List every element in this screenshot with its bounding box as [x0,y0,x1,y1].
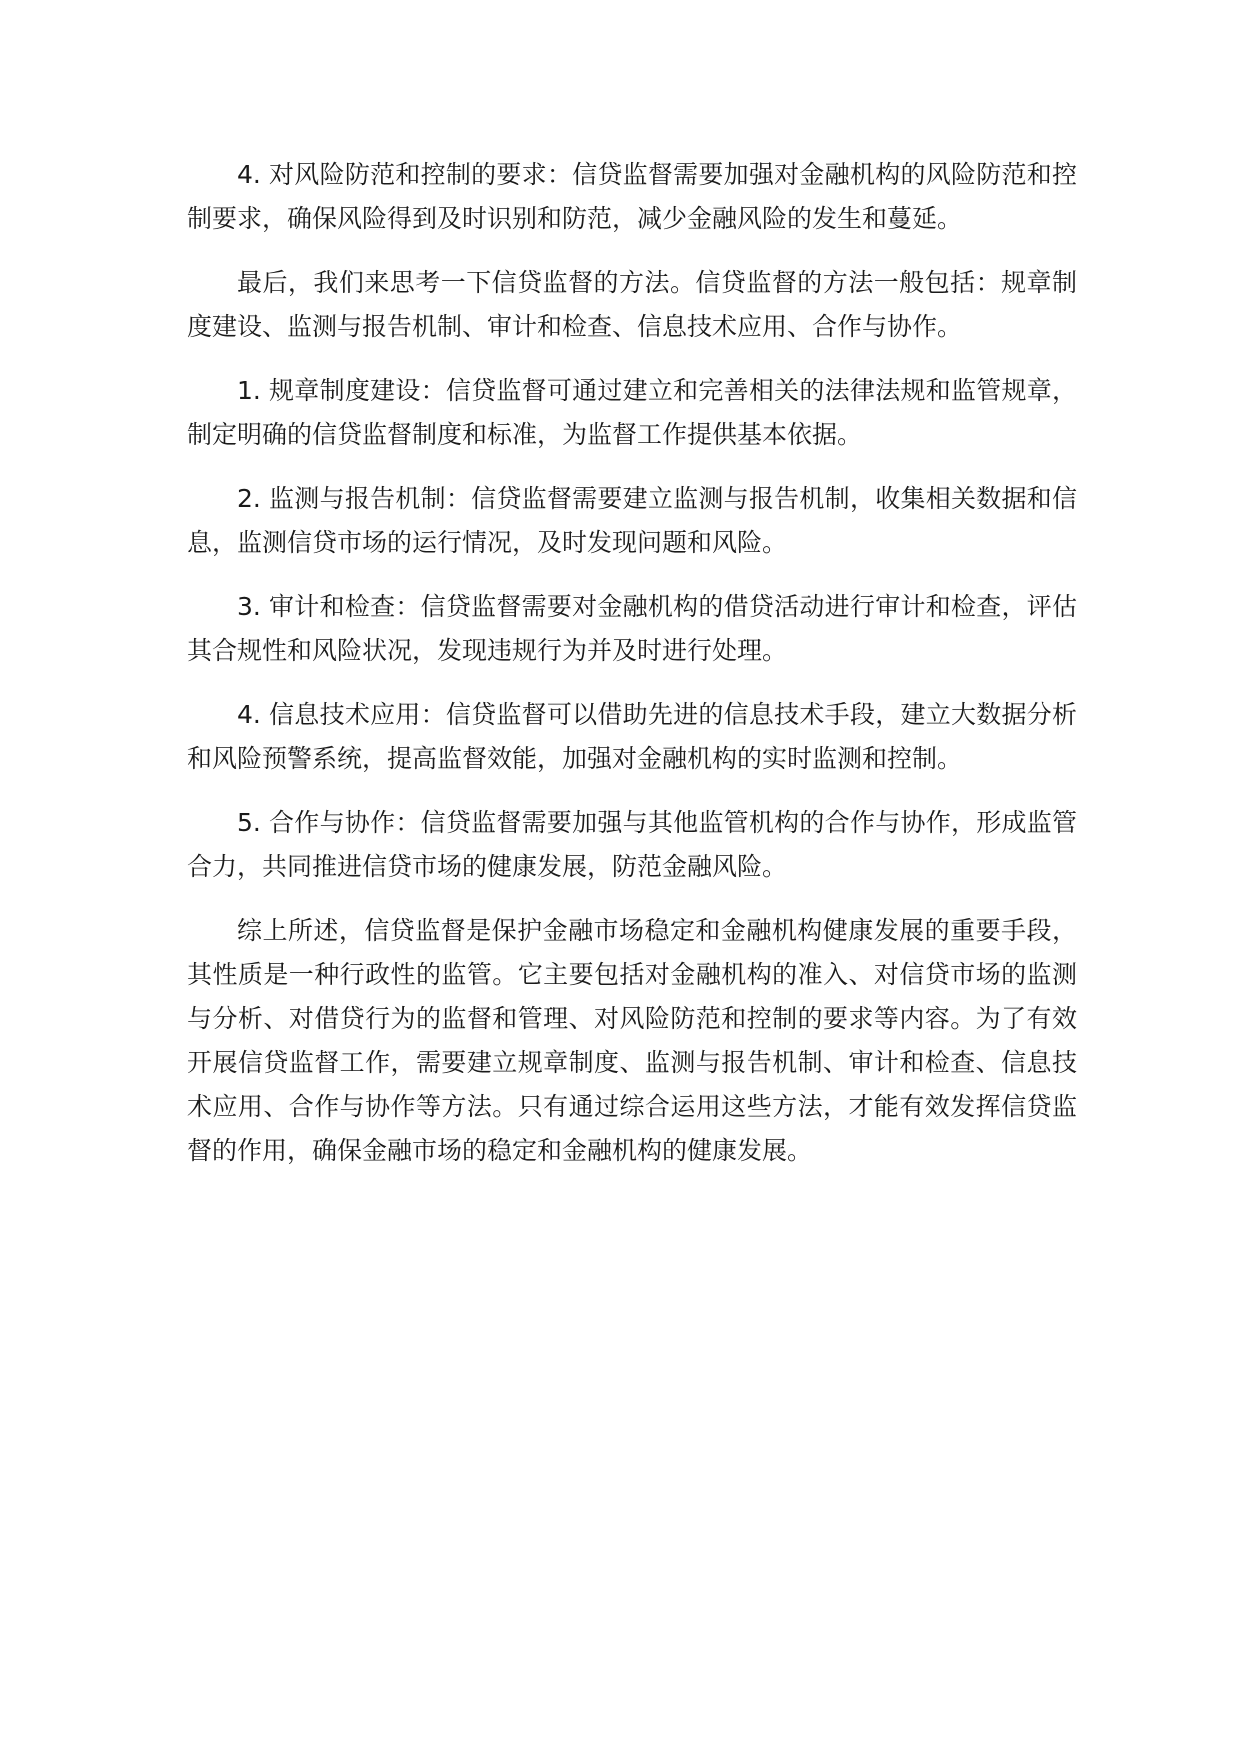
paragraph-methods-intro: 最后，我们来思考一下信贷监督的方法。信贷监督的方法一般包括：规章制度建设、监测与报告机制、审计和检查、信息技术应用、合作与协作。 [187,268,1077,341]
paragraph-cooperation: 5. 合作与协作：信贷监督需要加强与其他监管机构的合作与协作，形成监管合力，共同推进信贷市场的健康发展，防范金融风险。 [187,808,1077,881]
paragraph-audit-inspection: 3. 审计和检查：信贷监督需要对金融机构的借贷活动进行审计和检查，评估其合规性和风险状况，发现违规行为并及时进行处理。 [187,592,1077,665]
paragraph-regulation-building: 1. 规章制度建设：信贷监督可通过建立和完善相关的法律法规和监管规章，制定明确的信贷监督制度和标准，为监督工作提供基本依据。 [187,376,1077,449]
paragraph-it-application: 4. 信息技术应用：信贷监督可以借助先进的信息技术手段，建立大数据分析和风险预警系统，提高监督效能，加强对金融机构的实时监测和控制。 [187,700,1077,773]
paragraph-conclusion: 综上所述，信贷监督是保护金融市场稳定和金融机构健康发展的重要手段，其性质是一种行政性的监管。它主要包括对金融机构的准入、对信贷市场的监测与分析、对借贷行为的监督和管理、对风险防范和控制的要求等内容。为了有效开展信贷监督工作，需要建立规章制度、监测与报告机制、审计和检查、信息技术应用、合作与协作等方法。只有通过综合运用这些方法，才能有效发挥信贷监督的作用，确保金融市场的稳定和金融机构的健康发展。 [187,916,1077,1165]
paragraph-risk-control-requirement: 4. 对风险防范和控制的要求：信贷监督需要加强对金融机构的风险防范和控制要求，确保风险得到及时识别和防范，减少金融风险的发生和蔓延。 [187,160,1077,233]
paragraph-monitoring-reporting: 2. 监测与报告机制：信贷监督需要建立监测与报告机制，收集相关数据和信息，监测信贷市场的运行情况，及时发现问题和风险。 [187,484,1077,557]
document-body [187,153,1077,1193]
